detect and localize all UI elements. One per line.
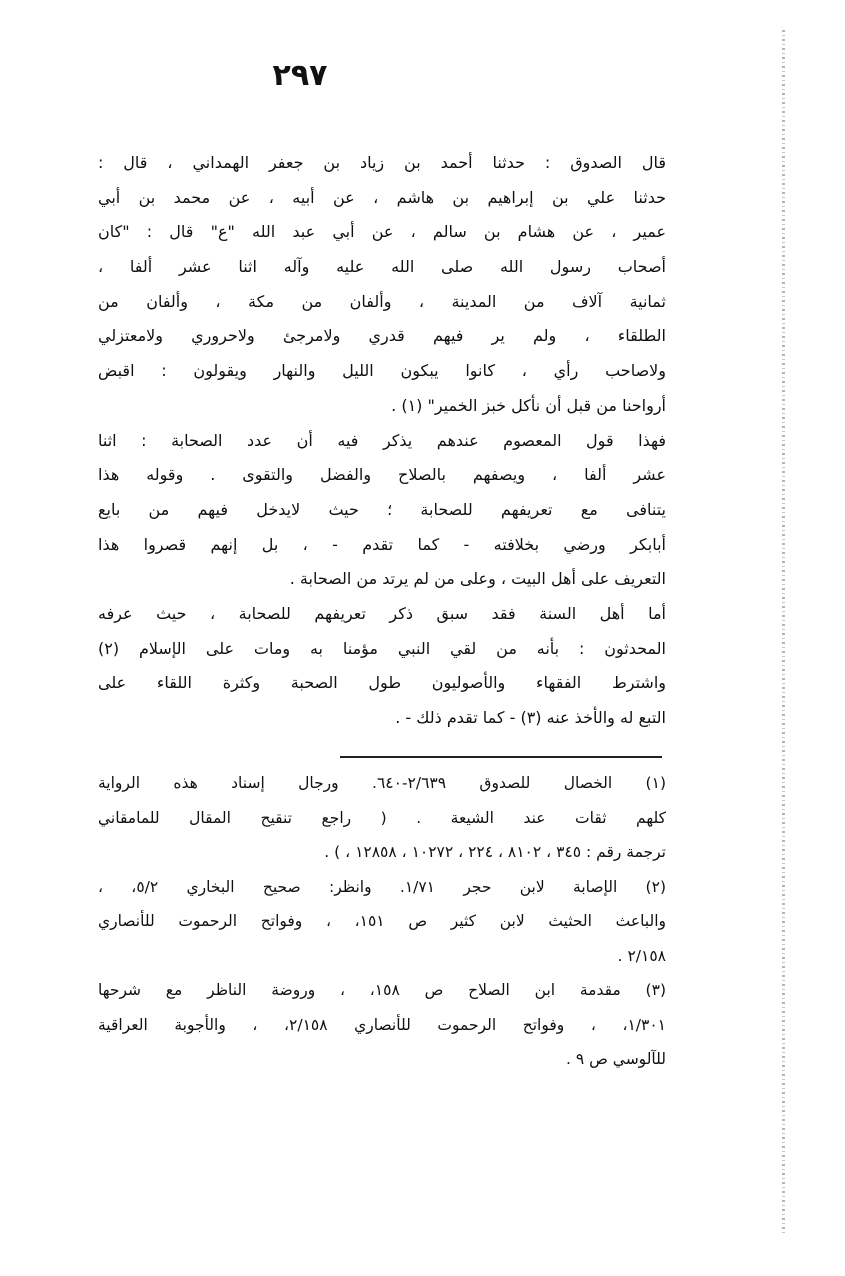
body-line: المحدثون : بأنه من لقي النبي مؤمنا به ومات على الإسلام (٢) xyxy=(98,638,666,658)
footnote-line: (٢) الإصابة لابن حجر ١/٧١. وانظر: صحيح البخاري ٥/٢، ، xyxy=(98,877,666,896)
body-line: حدثنا علي بن إبراهيم بن هاشم ، عن أبيه ، عن محمد بن أبي xyxy=(98,187,666,207)
footnote-line: كلهم ثقات عند الشيعة . ( راجع تنقيح المقال للمامقاني xyxy=(98,808,666,827)
page-number: ٢٩٧ xyxy=(272,58,328,93)
body-line: ثمانية آلاف من المدينة ، وألفان من مكة ، وألفان من xyxy=(98,291,666,311)
body-line: التبع له والأخذ عنه (٣) - كما تقدم ذلك - . xyxy=(395,708,666,727)
footnote-line: ١/٣٠١، ، وفواتح الرحموت للأنصاري ٢/١٥٨، ، والأجوبة العراقية xyxy=(98,1015,666,1034)
footnote-separator xyxy=(340,756,662,758)
body-line: قال الصدوق : حدثنا أحمد بن زياد بن جعفر الهمداني ، قال : xyxy=(98,153,666,172)
body-line: التعريف على أهل البيت ، وعلى من لم يرتد من الصحابة . xyxy=(289,569,666,589)
body-line: أصحاب رسول الله صلى الله عليه وآله اثنا عشر ألفا ، xyxy=(98,257,666,277)
body-line: يتنافى مع تعريفهم للصحابة ؛ حيث لايدخل فيهم من بايع xyxy=(98,499,666,519)
footnotes xyxy=(98,766,666,1077)
body-line: الطلقاء ، ولم ير فيهم قدري ولامرجئ ولاحروري ولامعتزلي xyxy=(98,326,666,346)
body-text xyxy=(98,146,666,736)
body-line: فهذا قول المعصوم عندهم يذكر فيه أن عدد الصحابة : اثنا xyxy=(98,430,666,450)
footnote-line: والباعث الحثيث لابن كثير ص ١٥١، ، وفواتح الرحموت للأنصاري xyxy=(98,912,667,930)
body-line: ولاصاحب رأي ، كانوا يبكون الليل والنهار ويقولون : اقبض xyxy=(98,361,666,381)
footnote-line: (١) الخصال للصدوق ٢/٦٣٩-٦٤٠. ورجال إسناد هذه الرواية xyxy=(98,774,666,792)
footnote-line: (٣) مقدمة ابن الصلاح ص ١٥٨، ، وروضة الناظر مع شرحها xyxy=(98,981,666,999)
body-line: واشترط الفقهاء والأصوليون طول الصحبة وكثرة اللقاء على xyxy=(98,673,666,693)
body-line: عمير ، عن هشام بن سالم ، عن أبي عبد الله "ع" قال : "كان xyxy=(98,222,666,242)
footnote-line: ترجمة رقم : ٣٤٥ ، ٨١٠٢ ، ٢٢٤ ، ١٠٢٧٢ ، ١٢٨٥٨ ، ) . xyxy=(324,843,666,861)
body-line: أبابكر ورضي بخلافته - كما تقدم - ، بل إنهم قصروا هذا xyxy=(98,534,666,554)
scan-edge-artifact xyxy=(782,30,785,1236)
body-line: أما أهل السنة فقد سبق ذكر تعريفهم للصحابة ، حيث عرفه xyxy=(98,603,666,623)
body-line: أرواحنا من قبل أن نأكل خبز الخمير" (١) . xyxy=(391,395,666,415)
footnote-line: للآلوسي ص ٩ . xyxy=(566,1050,666,1068)
body-line: عشر ألفا ، ويصفهم بالصلاح والفضل والتقوى . وقوله هذا xyxy=(98,465,666,485)
footnote-line: ٢/١٥٨ . xyxy=(617,946,666,965)
